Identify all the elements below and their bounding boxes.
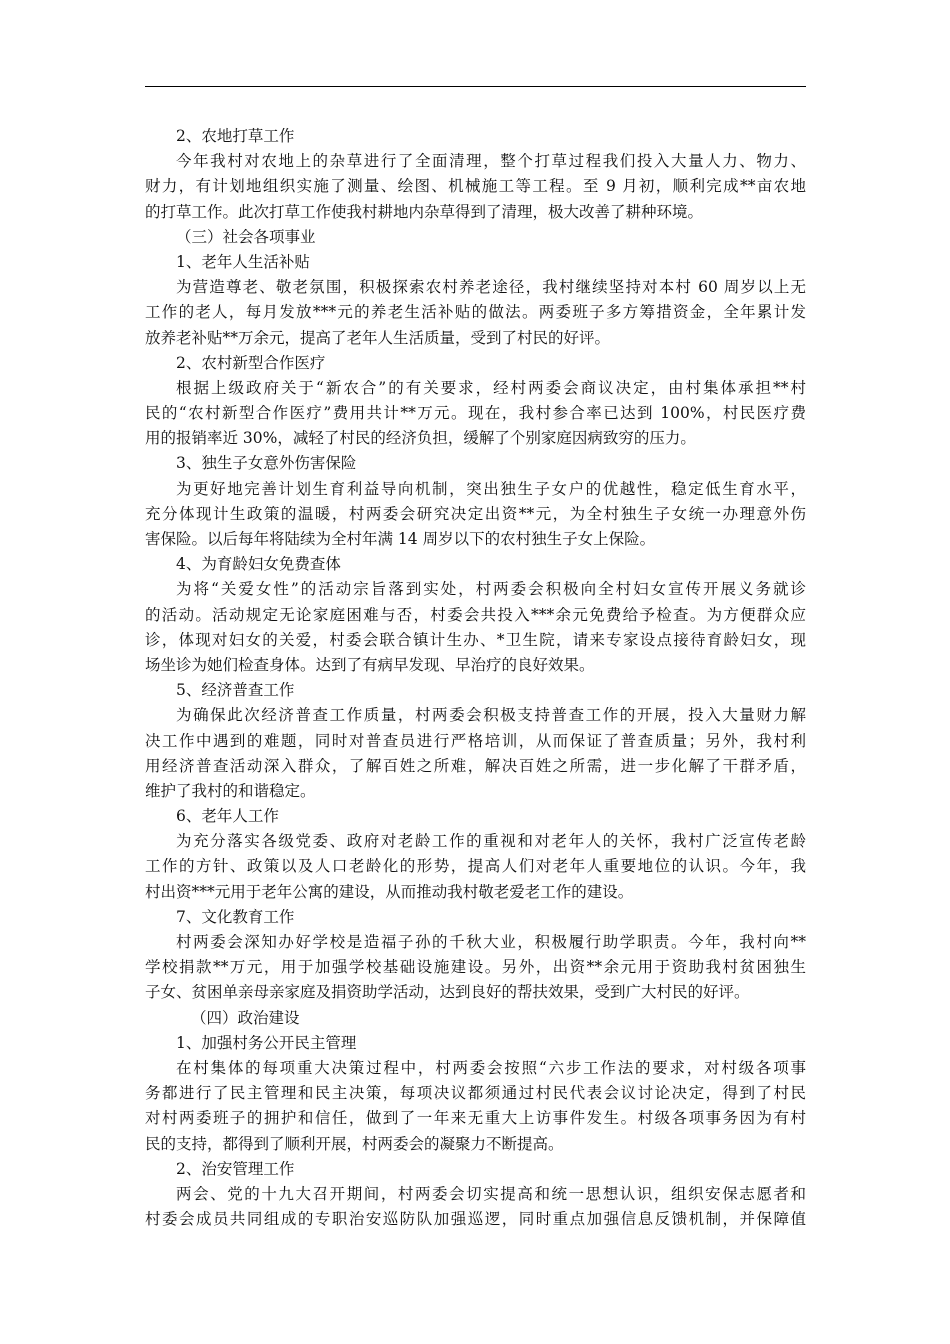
- paragraph-line: 村委会成员共同组成的专职治安巡防队加强巡逻，同时重点加强信息反馈机制，并保障值: [145, 1210, 806, 1229]
- section-heading: 2、农村新型合作医疗: [176, 353, 326, 372]
- section-heading: 3、独生子女意外伤害保险: [176, 454, 357, 473]
- section-heading: 1、加强村务公开民主管理: [176, 1033, 357, 1052]
- document-body: [145, 124, 806, 1232]
- paragraph-line: 的活动。活动规定无论家庭困难与否，村委会共投入***余元免费给予检查。为方便群众应: [145, 605, 806, 624]
- paragraph-line: 决工作中遇到的难题，同时对普查员进行严格培训，从而保证了普查质量；另外，我村利: [145, 731, 806, 750]
- paragraph-line: 维护了我村的和谐稳定。: [145, 781, 316, 800]
- paragraph-line: 为将“关爱女性”的活动宗旨落到实处，村两委会积极向全村妇女宣传开展义务就诊: [176, 580, 806, 599]
- paragraph-line: 为确保此次经济普查工作质量，村两委会积极支持普查工作的开展，投入大量财力解: [176, 706, 806, 725]
- section-heading: 2、农地打草工作: [176, 127, 295, 145]
- paragraph-line: 务都进行了民主管理和民主决策，每项决议都须通过村民代表会议讨论决定，得到了村民: [145, 1084, 806, 1103]
- paragraph-line: 工作的老人，每月发放***元的养老生活补贴的做法。两委班子多方筹措资金，全年累计发: [145, 303, 806, 322]
- paragraph-line: 放养老补贴**万余元，提高了老年人生活质量，受到了村民的好评。: [145, 328, 611, 347]
- paragraph-line: 今年我村对农地上的杂草进行了全面清理，整个打草过程我们投入大量人力、物力、: [176, 152, 806, 171]
- paragraph-line: 的打草工作。此次打草工作使我村耕地内杂草得到了清理，极大改善了耕种环境。: [145, 202, 704, 221]
- paragraph-line: 为营造尊老、敬老氛围，积极探索农村养老途径，我村继续坚持对本村 60 周岁以上无: [176, 278, 806, 297]
- header-rule: [145, 86, 806, 87]
- section-heading: 4、为育龄妇女免费查体: [176, 555, 341, 574]
- paragraph-line: 民的支持，都得到了顺利开展，村两委会的凝聚力不断提高。: [145, 1134, 564, 1153]
- paragraph-line: 对村两委班子的拥护和信任，做到了一年来无重大上访事件发生。村级各项事务因为有村: [145, 1109, 806, 1128]
- section-heading: （三）社会各项事业: [176, 227, 316, 246]
- paragraph-line: 工作的方针、政策以及人口老龄化的形势，提高人们对老年人重要地位的认识。今年，我: [145, 857, 806, 876]
- section-heading: 7、文化教育工作: [176, 907, 295, 926]
- section-heading: 6、老年人工作: [176, 807, 279, 826]
- paragraph-line: 村出资***元用于老年公寓的建设，从而推动我村敬老爱老工作的建设。: [145, 882, 634, 901]
- paragraph-line: 两会、党的十九大召开期间，村两委会切实提高和统一思想认识，组织安保志愿者和: [176, 1184, 806, 1203]
- section-heading: （四）政治建设: [191, 1008, 300, 1027]
- section-heading: 2、治安管理工作: [176, 1159, 295, 1178]
- section-heading: 5、经济普查工作: [176, 681, 295, 700]
- paragraph-line: 民的“农村新型合作医疗”费用共计**万元。现在，我村参合率已达到 100%，村民医疗费: [145, 404, 806, 423]
- paragraph-line: 用的报销率近 30%，减轻了村民的经济负担，缓解了个别家庭因病致穷的压力。: [145, 429, 696, 448]
- paragraph-line: 在村集体的每项重大决策过程中，村两委会按照“六步工作法的要求，对村级各项事: [176, 1058, 806, 1077]
- paragraph-line: 子女、贫困单亲母亲家庭及捐资助学活动，达到良好的帮扶效果，受到广大村民的好评。: [145, 983, 750, 1002]
- paragraph-line: 充分体现计生政策的温暖，村两委会研究决定出资**元，为全村独生子女统一办理意外伤: [145, 504, 806, 523]
- paragraph-line: 用经济普查活动深入群众，了解百姓之所难，解决百姓之所需，进一步化解了干群矛盾，: [145, 756, 806, 775]
- paragraph-line: 害保险。以后每年将陆续为全村年满 14 周岁以下的农村独生子女上保险。: [145, 530, 656, 548]
- section-heading: 1、老年人生活补贴: [176, 252, 310, 271]
- paragraph-line: 为更好地完善计划生育利益导向机制，突出独生子女户的优越性，稳定低生育水平，: [176, 479, 806, 498]
- paragraph-line: 学校捐款**万元，用于加强学校基础设施建设。另外，出资**余元用于资助我村贫困独生: [145, 958, 806, 977]
- paragraph-line: 诊，体现对妇女的关爱，村委会联合镇计生办、*卫生院，请来专家设点接待育龄妇女，现: [145, 630, 806, 649]
- paragraph-line: 根据上级政府关于“新农合”的有关要求，经村两委会商议决定，由村集体承担**村: [176, 378, 806, 397]
- paragraph-line: 场坐诊为她们检查身体。达到了有病早发现、早治疗的良好效果。: [145, 655, 595, 674]
- paragraph-line: 为充分落实各级党委、政府对老龄工作的重视和对老年人的关怀，我村广泛宣传老龄: [176, 832, 806, 851]
- paragraph-line: 财力，有计划地组织实施了测量、绘图、机械施工等工程。至 9 月初，顺利完成**亩农地: [145, 177, 806, 196]
- paragraph-line: 村两委会深知办好学校是造福子孙的千秋大业，积极履行助学职责。今年，我村向**: [176, 933, 806, 951]
